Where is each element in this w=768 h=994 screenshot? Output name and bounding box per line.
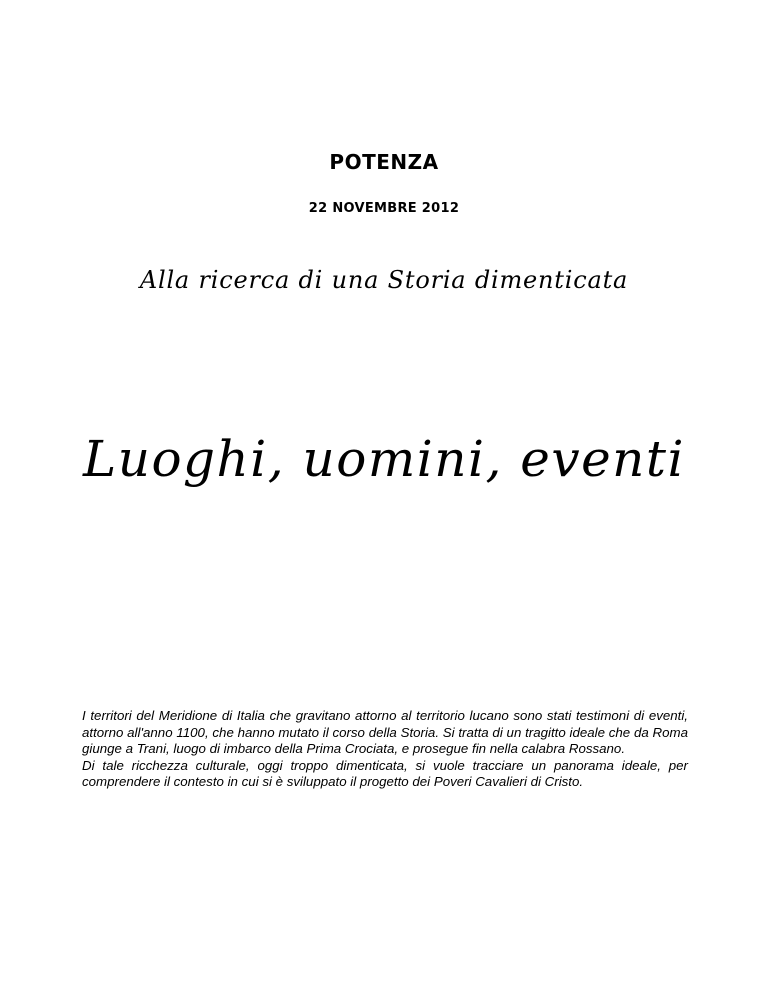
- body-text: [82, 708, 688, 791]
- paragraph: I territori del Meridione di Italia che gravitano attorno al territorio lucano sono stati testimoni di eventi, attorno all'anno 1100, che hanno mutato il corso della Storia. Si tratta di un tragitto ideale che da Roma giunge a Trani, luogo di imbarco della Prima Crociata, e prosegue fin nella calabra Rossano.: [82, 708, 688, 756]
- main-heading: Luoghi, uomini, eventi: [83, 430, 685, 488]
- document-date: 22 NOVEMBRE 2012: [308, 201, 460, 216]
- paragraph: Di tale ricchezza culturale, oggi troppo dimenticata, si vuole tracciare un panorama ideale, per comprendere il contesto in cui si è sviluppato il progetto dei Poveri Cavalieri di Cristo.: [82, 757, 688, 789]
- document-title: POTENZA: [329, 150, 439, 174]
- document-subtitle: Alla ricerca di una Storia dimenticata: [139, 266, 629, 294]
